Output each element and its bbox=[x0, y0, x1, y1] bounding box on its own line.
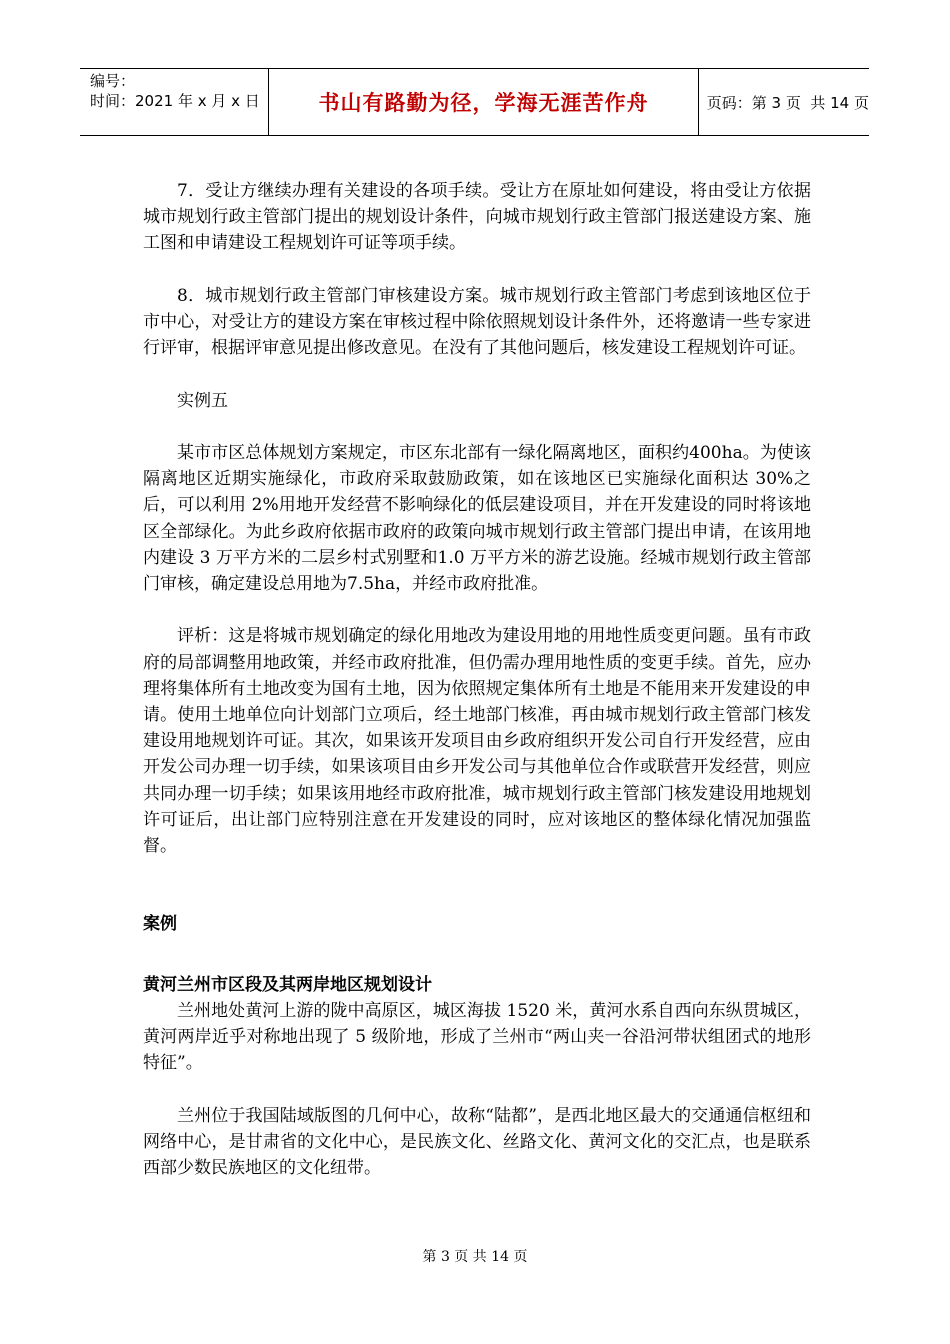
header-motto-cell bbox=[269, 69, 698, 135]
section-spacer bbox=[143, 885, 811, 911]
page-header bbox=[80, 68, 869, 136]
page-footer: 第 3 页 共 14 页 bbox=[422, 1249, 528, 1265]
case-paragraph-1: 兰州地处黄河上游的陇中高原区，城区海拔 1520 米，黄河水系自西向东纵贯城区，黄河两岸近乎对称地出现了 5 级阶地，形成了兰州市“两山夹一谷沿河带状组团式的地形特征”。 bbox=[143, 1000, 811, 1074]
example-five-heading: 实例五 bbox=[177, 390, 228, 411]
header-page-cell bbox=[699, 69, 869, 135]
example-five-paragraph: 某市市区总体规划方案规定，市区东北部有一绿化隔离地区，面积约400ha。为使该隔离地区近期实施绿化，市政府采取鼓励政策，如在该地区已实施绿化面积达 30%之后，可以利用 2%用地开发经营不影响绿化的低层建设项目，并在开发建设的同时将该地区全部绿化。为此乡政府依据市政府的政策向城市规划行政主管部门提出申请，在该用地内建设 3 万平方米的二层乡村式别墅和1.0 万平方米的游艺设施。经城市规划行政主管部门审核，确定建设总用地为7.5ha，并经市政府批准。 bbox=[143, 442, 811, 594]
paragraph-8: 8．城市规划行政主管部门审核建设方案。城市规划行政主管部门考虑到该地区位于市中心，对受让方的建设方案在审核过程中除依照规划设计条件外，还将邀请一些专家进行评审，根据评审意见提出修改意见。在没有了其他问题后，核发建设工程规划许可证。 bbox=[143, 285, 811, 359]
header-motto: 书山有路勤为径，学海无涯苦作舟 bbox=[318, 91, 649, 115]
header-number-label: 编号： bbox=[90, 72, 136, 90]
section-spacer bbox=[143, 938, 811, 972]
document-body bbox=[143, 178, 811, 1207]
header-time-label: 时间：2021 年 x 月 x 日 bbox=[90, 92, 260, 110]
analysis-paragraph: 评析：这是将城市规划确定的绿化用地改为建设用地的用地性质变更问题。虽有市政府的局部调整用地政策，并经市政府批准，但仍需办理用地性质的变更手续。首先，应办理将集体所有土地改变为国有土地，因为依照规定集体所有土地是不能用来开发建设的申请。使用土地单位向计划部门立项后，经土地部门核准，再由城市规划行政主管部门核发建设用地规划许可证。其次，如果该开发项目由乡政府组织开发公司自行开发经营，应由开发公司办理一切手续，如果该项目由乡开发公司与其他单位合作或联营开发经营，则应共同办理一切手续；如果该用地经市政府批准，城市规划行政主管部门核发建设用地规划许可证后，出让部门应特别注意在开发建设的同时，应对该地区的整体绿化情况加强监督。 bbox=[143, 626, 811, 857]
header-meta-cell bbox=[80, 69, 269, 135]
header-page-label: 页码：第 3 页 共 14 页 bbox=[706, 93, 869, 112]
case-paragraph-2: 兰州位于我国陆域版图的几何中心，故称“陆都”，是西北地区最大的交通通信枢纽和网络中心，是甘肃省的文化中心，是民族文化、丝路文化、黄河文化的交汇点，也是联系西部少数民族地区的文化纽带。 bbox=[143, 1105, 811, 1179]
paragraph-7: 7．受让方继续办理有关建设的各项手续。受让方在原址如何建设，将由受让方依据城市规划行政主管部门提出的规划设计条件，向城市规划行政主管部门报送建设方案、施工图和申请建设工程规划许可证等项手续。 bbox=[143, 181, 811, 254]
case-heading: 案例 bbox=[143, 914, 177, 935]
case-title: 黄河兰州市区段及其两岸地区规划设计 bbox=[143, 974, 432, 995]
